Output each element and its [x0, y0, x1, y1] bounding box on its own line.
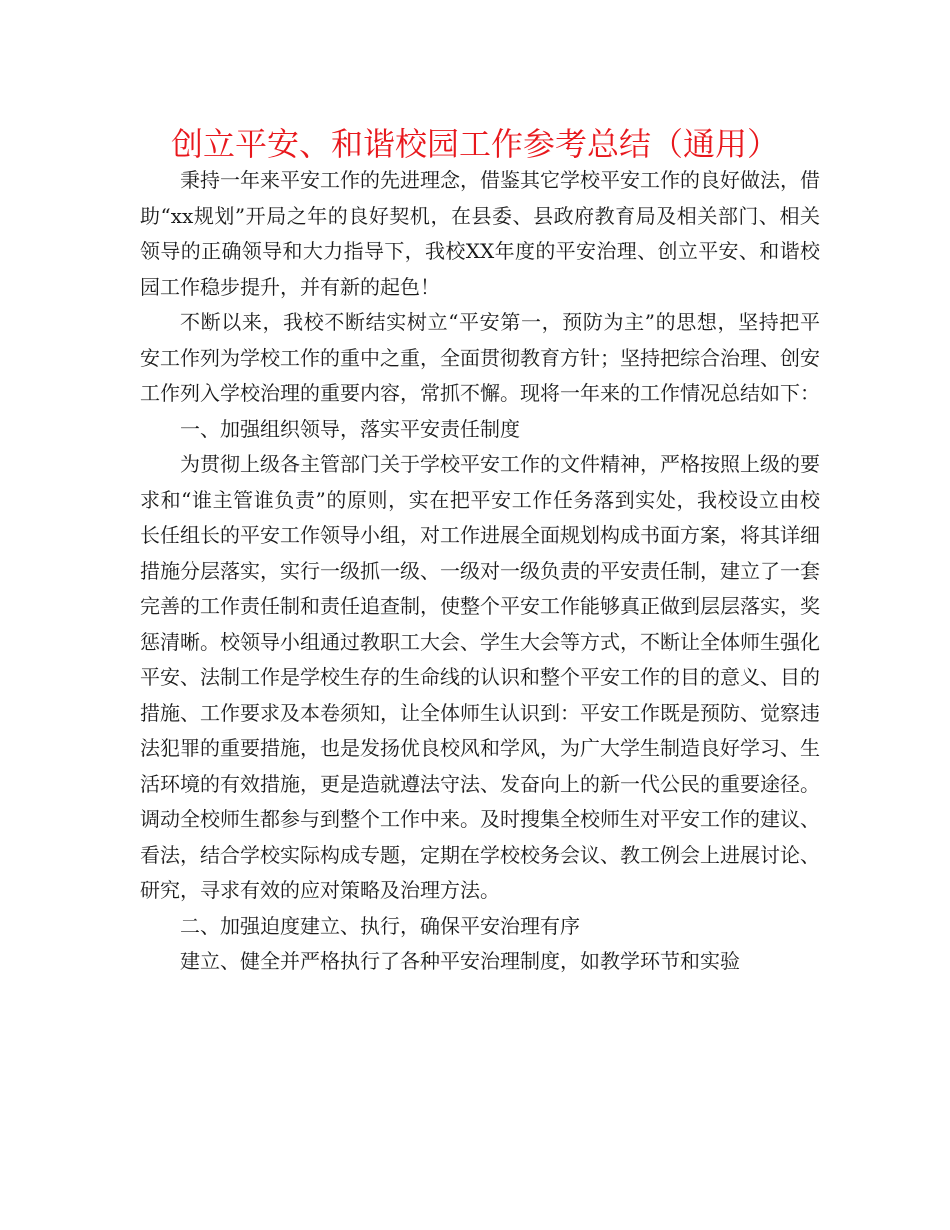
section-heading: 一、加强组织领导，落实平安责任制度: [180, 416, 520, 441]
document-body: [140, 163, 820, 980]
body-paragraph: 建立、健全并严格执行了各种平安治理制度，如教学环节和实验: [180, 949, 740, 973]
body-paragraph: 秉持一年来平安工作的先进理念，借鉴其它学校平安工作的良好做法，借助“xx规划”开局之年的良好契机，在县委、县政府教育局及相关部门、相关领导的正确领导和大力指导下，我校XX年度的平安治理、创立平安、和谐校园工作稳步提升，并有新的起色！: [140, 168, 820, 299]
body-paragraph: 为贯彻上级各主管部门关于学校平安工作的文件精神，严格按照上级的要求和“谁主管谁负责”的原则，实在把平安工作任务落到实处，我校设立由校长任组长的平安工作领导小组，对工作进展全面规划构成书面方案，将其详细措施分层落实，实行一级抓一级、一级对一级负责的平安责任制，建立了一套完善的工作责任制和责任追查制，使整个平安工作能够真正做到层层落实，奖惩清晰。校领导小组通过教职工大会、学生大会等方式，不断让全体师生强化平安、法制工作是学校生存的生命线的认识和整个平安工作的目的意义、目的措施、工作要求及本卷须知，让全体师生认识到：平安工作既是预防、觉察违法犯罪的重要措施，也是发扬优良校风和学风，为广大学生制造良好学习、生活环境的有效措施，更是造就遵法守法、发奋向上的新一代公民的重要途径。调动全校师生都参与到整个工作中来。及时搜集全校师生对平安工作的建议、看法，结合学校实际构成专题，定期在学校校务会议、教工例会上进展讨论、研究，寻求有效的应对策略及治理方法。: [140, 452, 820, 902]
section-heading: 二、加强迫度建立、执行，确保平安治理有序: [180, 913, 580, 938]
body-paragraph: 不断以来，我校不断结实树立“平安第一，预防为主”的思想，坚持把平安工作列为学校工作的重中之重，全面贯彻教育方针；坚持把综合治理、创安工作列入学校治理的重要内容，常抓不懈。现将一年来的工作情况总结如下：: [140, 310, 820, 405]
document-title: 创立平安、和谐校园工作参考总结（通用）: [170, 125, 779, 163]
